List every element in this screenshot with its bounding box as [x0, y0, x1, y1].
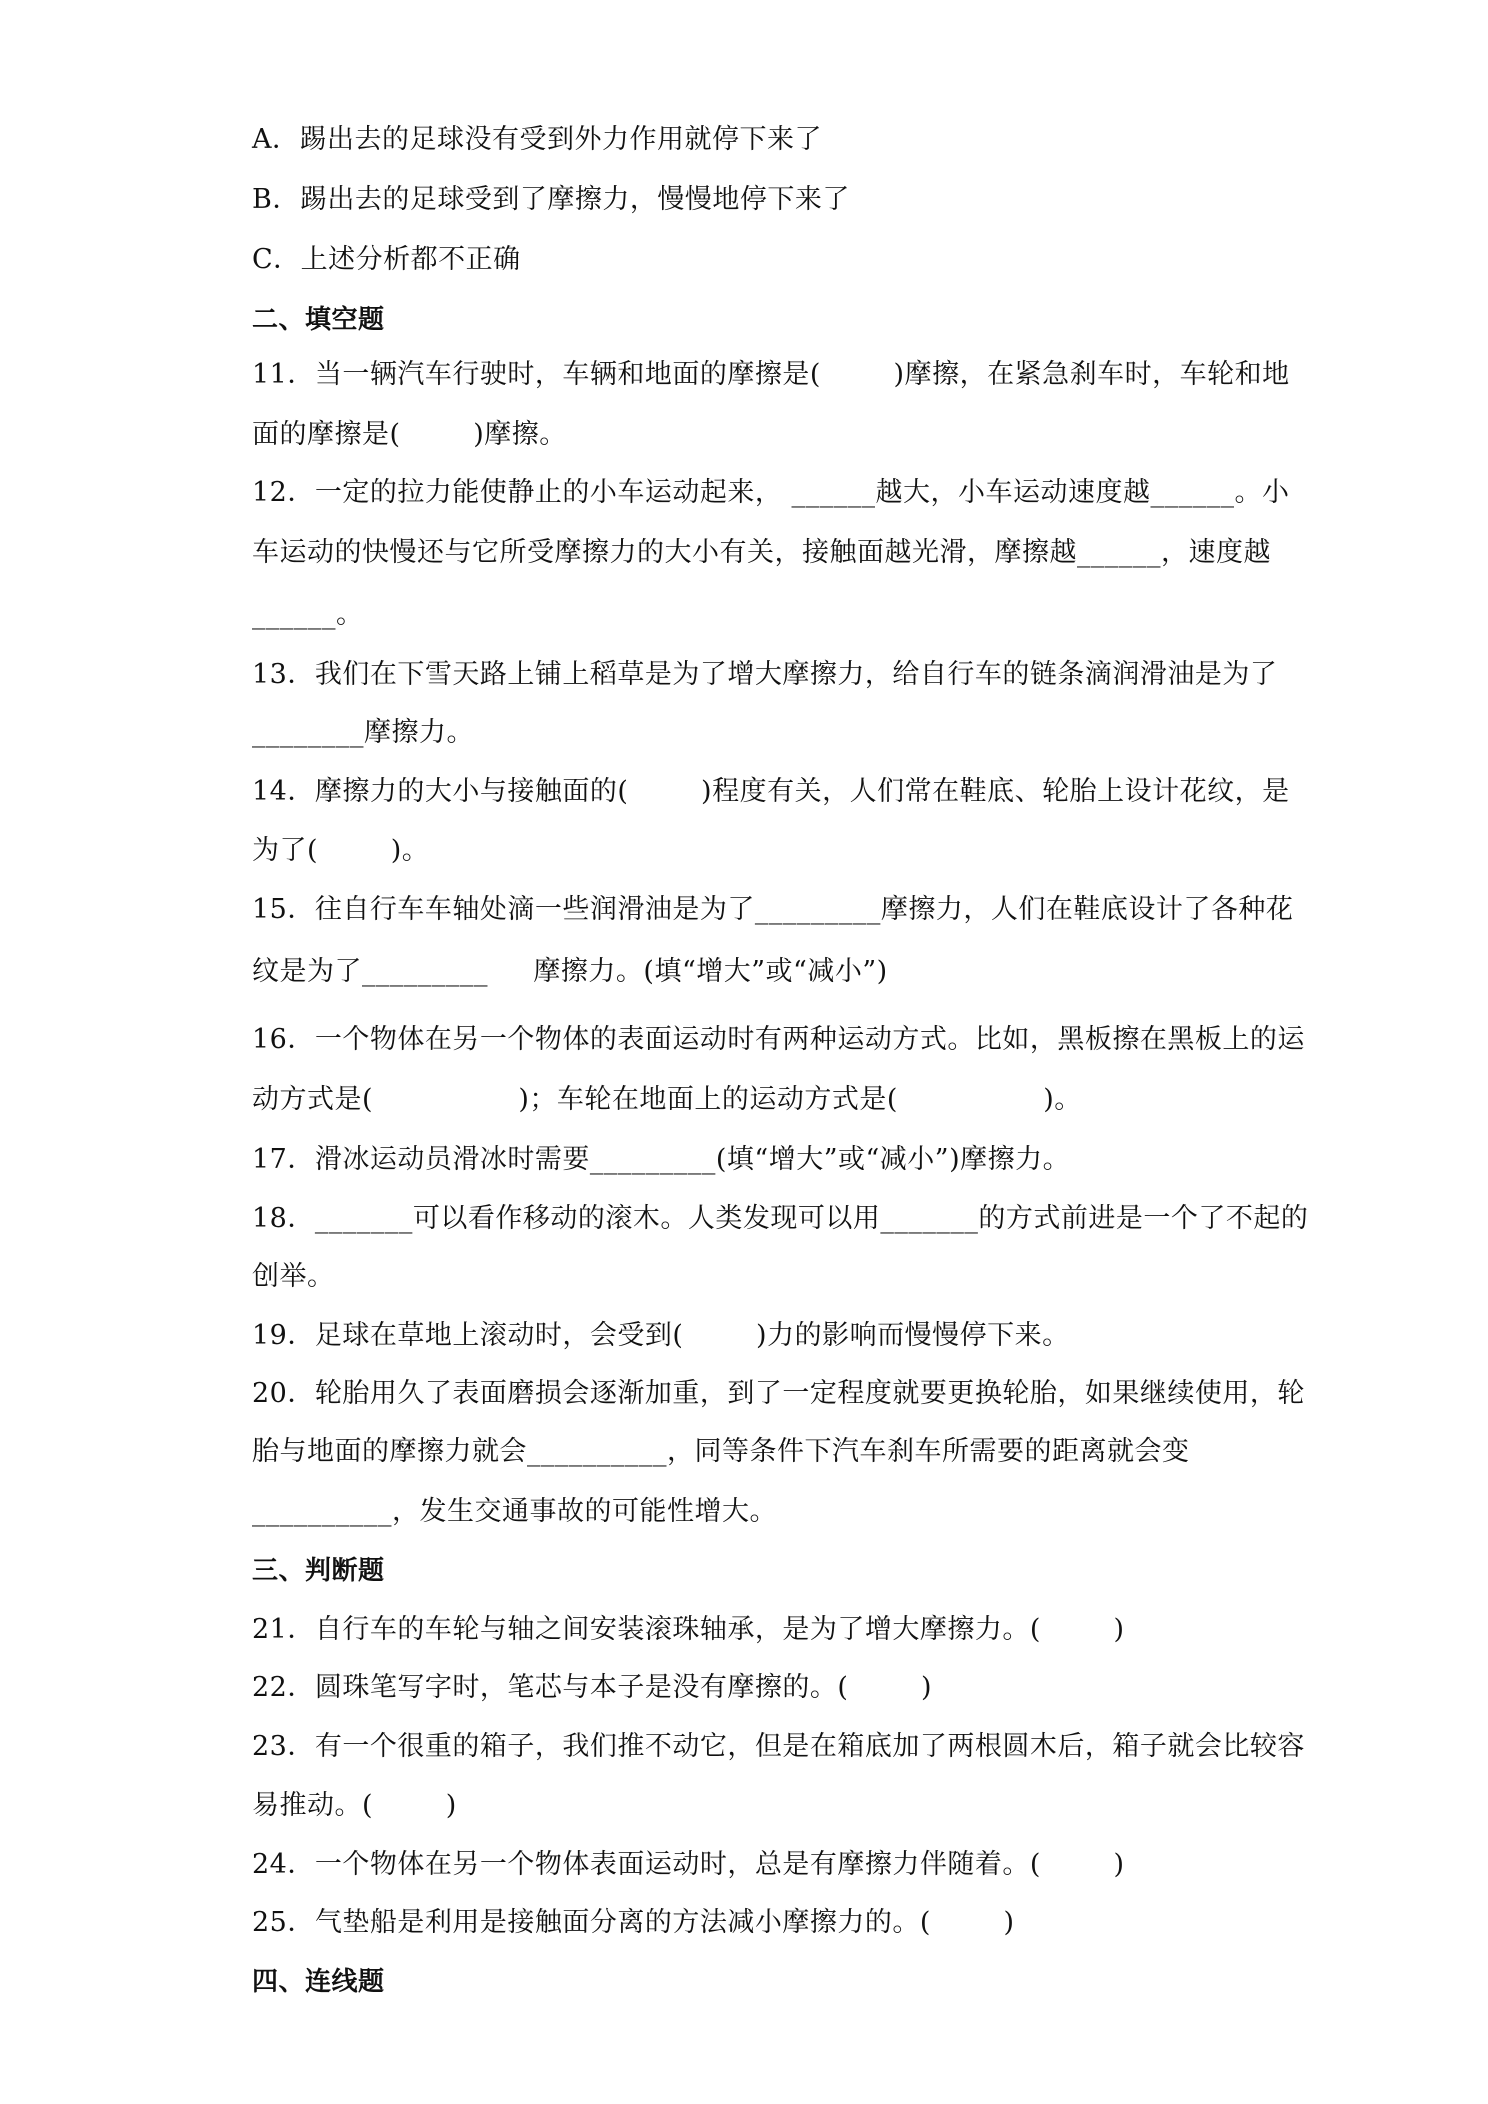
option-a: A．踢出去的足球没有受到外力作用就停下来了 [252, 124, 822, 155]
question-20-line-3: __________，发生交通事故的可能性增大。 [252, 1496, 777, 1527]
question-18-line-1: 18．_______可以看作移动的滚木。人类发现可以用_______的方式前进是一个了不起的 [252, 1203, 1309, 1234]
question-20-line-2: 胎与地面的摩擦力就会__________，同等条件下汽车刹车所需要的距离就会变 [252, 1436, 1190, 1467]
question-12-line-3: ______。 [252, 599, 364, 630]
section-heading-fill-in: 二、填空题 [252, 305, 385, 335]
option-b: B．踢出去的足球受到了摩擦力，慢慢地停下来了 [252, 184, 850, 215]
question-13-line-1: 13．我们在下雪天路上铺上稻草是为了增大摩擦力，给自行车的链条滴润滑油是为了 [252, 659, 1278, 690]
question-12-line-2: 车运动的快慢还与它所受摩擦力的大小有关，接触面越光滑，摩擦越______，速度越 [252, 537, 1271, 568]
question-14-line-2: 为了( )。 [252, 835, 430, 866]
question-16-line-2: 动方式是( )；车轮在地面上的运动方式是( )。 [252, 1084, 1082, 1115]
question-20-line-1: 20．轮胎用久了表面磨损会逐渐加重，到了一定程度就要更换轮胎，如果继续使用，轮 [252, 1378, 1305, 1409]
question-15-line-1: 15．往自行车车轴处滴一些润滑油是为了_________摩擦力，人们在鞋底设计了各种花 [252, 894, 1294, 925]
question-24: 24．一个物体在另一个物体表面运动时，总是有摩擦力伴随着。( ) [252, 1849, 1125, 1880]
question-23-line-2: 易推动。( ) [252, 1790, 457, 1821]
question-23-line-1: 23．有一个很重的箱子，我们推不动它，但是在箱底加了两根圆木后，箱子就会比较容 [252, 1731, 1305, 1762]
question-14-line-1: 14．摩擦力的大小与接触面的( )程度有关，人们常在鞋底、轮胎上设计花纹，是 [252, 776, 1290, 807]
question-21: 21．自行车的车轮与轴之间安装滚珠轴承，是为了增大摩擦力。( ) [252, 1614, 1125, 1645]
question-18-line-2: 创举。 [252, 1261, 335, 1292]
question-19: 19．足球在草地上滚动时，会受到( )力的影响而慢慢停下来。 [252, 1320, 1070, 1351]
question-11-line-1: 11．当一辆汽车行驶时，车辆和地面的摩擦是( )摩擦，在紧急刹车时，车轮和地 [252, 359, 1290, 390]
question-17: 17．滑冰运动员滑冰时需要_________(填“增大”或“减小”)摩擦力。 [252, 1144, 1071, 1175]
question-16-line-1: 16．一个物体在另一个物体的表面运动时有两种运动方式。比如，黑板擦在黑板上的运 [252, 1024, 1305, 1055]
question-25: 25．气垫船是利用是接触面分离的方法减小摩擦力的。( ) [252, 1907, 1015, 1938]
question-15-line-2: 纹是为了_________ 摩擦力。(填“增大”或“减小”) [252, 956, 888, 987]
section-heading-true-false: 三、判断题 [252, 1556, 385, 1586]
question-22: 22．圆珠笔写字时，笔芯与本子是没有摩擦的。( ) [252, 1672, 933, 1703]
option-c: C．上述分析都不正确 [252, 244, 521, 275]
question-12-line-1: 12．一定的拉力能使静止的小车运动起来， ______越大，小车运动速度越______。小 [252, 477, 1290, 508]
section-heading-matching: 四、连线题 [252, 1967, 385, 1997]
question-11-line-2: 面的摩擦是( )摩擦。 [252, 419, 567, 450]
question-13-line-2: ________摩擦力。 [252, 717, 474, 748]
